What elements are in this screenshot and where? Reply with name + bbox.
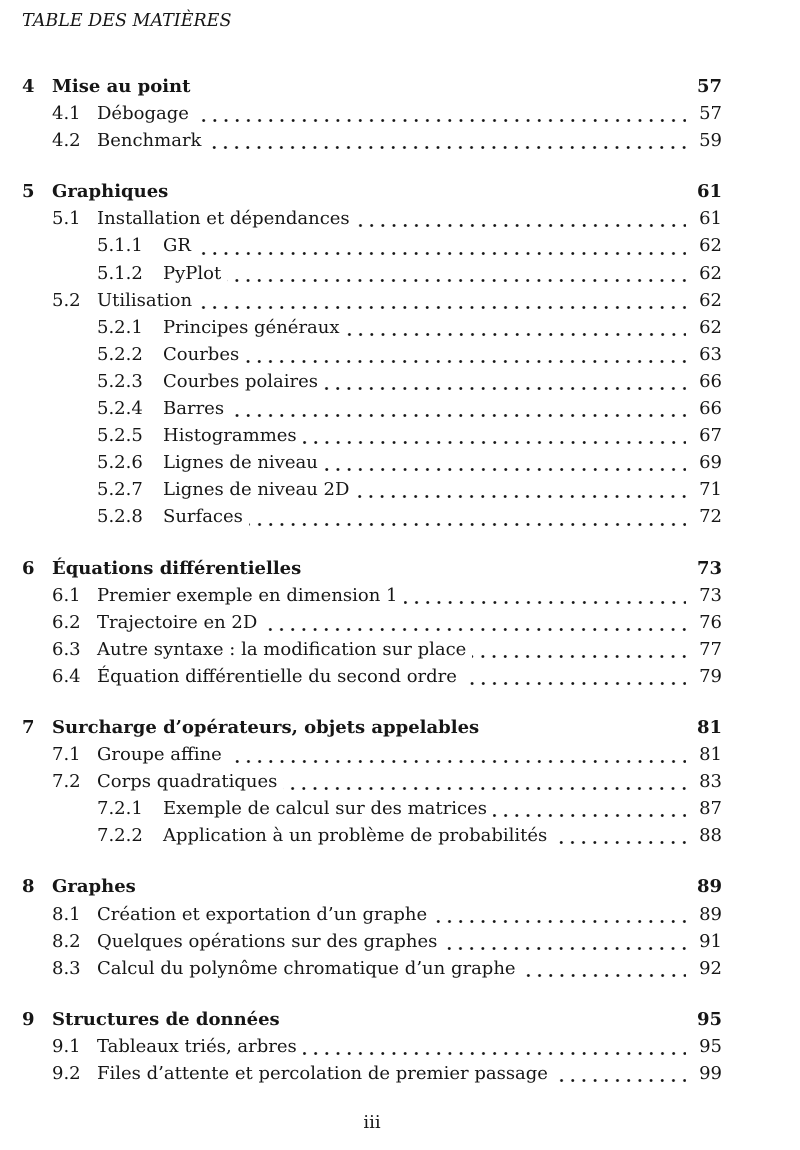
dot-leader xyxy=(198,287,686,314)
subsection-page-number: 69 xyxy=(699,452,722,474)
subsection-number: 5.2.1 xyxy=(97,316,143,338)
toc-chapter-block xyxy=(22,178,722,530)
section-title: Calcul du polynôme chromatique d’un graphe xyxy=(97,957,516,979)
section-number: 6.4 xyxy=(52,665,81,687)
section-number: 7.1 xyxy=(52,744,81,766)
dot-leader xyxy=(195,100,686,127)
toc-section-row xyxy=(22,663,722,690)
dot-leader xyxy=(303,422,686,449)
subsection-page-number: 67 xyxy=(699,425,722,447)
toc-subsection-row xyxy=(22,795,722,822)
section-title: Groupe affine xyxy=(97,744,222,766)
subsection-page-number: 71 xyxy=(699,479,722,501)
dot-leader xyxy=(463,663,686,690)
toc-chapter-row xyxy=(22,73,722,100)
dot-leader xyxy=(553,822,686,849)
toc-subsection-row xyxy=(22,422,722,449)
dot-leader xyxy=(346,314,686,341)
section-title: Tableaux triés, arbres xyxy=(97,1035,297,1057)
subsection-number: 5.1.2 xyxy=(97,262,143,284)
dot-leader xyxy=(443,928,686,955)
dot-leader xyxy=(472,636,686,663)
section-page-number: 57 xyxy=(699,103,722,125)
chapter-title: Mise au point xyxy=(52,76,191,97)
toc-section-row xyxy=(22,205,722,232)
subsection-number: 5.2.5 xyxy=(97,425,143,447)
chapter-page-number: 81 xyxy=(696,716,722,738)
chapter-number: 8 xyxy=(22,876,35,898)
section-page-number: 61 xyxy=(699,208,722,230)
toc-section-row xyxy=(22,901,722,928)
dot-leader xyxy=(356,205,686,232)
subsection-title: GR xyxy=(163,235,191,257)
subsection-page-number: 62 xyxy=(699,235,722,257)
subsection-title: Histogrammes xyxy=(163,425,297,447)
toc-subsection-row xyxy=(22,822,722,849)
toc-chapter-row xyxy=(22,1006,722,1033)
chapter-page-number: 61 xyxy=(696,181,722,203)
toc-section-row xyxy=(22,287,722,314)
chapter-title: Structures de données xyxy=(52,1008,280,1030)
subsection-number: 5.2.3 xyxy=(97,370,143,392)
toc-chapter-block xyxy=(22,714,722,849)
toc-subsection-row xyxy=(22,395,722,422)
toc-subsection-row xyxy=(22,368,722,395)
section-title: Quelques opérations sur des graphes xyxy=(97,930,438,952)
subsection-title: Lignes de niveau xyxy=(163,452,318,474)
dot-leader xyxy=(207,127,686,154)
section-number: 6.2 xyxy=(52,611,81,633)
subsection-title: PyPlot xyxy=(163,262,222,284)
chapter-title: Graphiques xyxy=(52,181,169,203)
chapter-title: Graphes xyxy=(52,876,136,898)
toc-chapter-row xyxy=(22,714,722,741)
subsection-title: Principes généraux xyxy=(163,316,340,338)
toc-subsection-row xyxy=(22,503,722,530)
section-number: 4.2 xyxy=(52,130,81,152)
toc-section-row xyxy=(22,582,722,609)
toc-subsection-row xyxy=(22,476,722,503)
section-page-number: 92 xyxy=(699,957,722,979)
subsection-title: Application à un problème de probabilités xyxy=(163,825,548,847)
dot-leader xyxy=(263,609,686,636)
dot-leader xyxy=(433,901,686,928)
toc-chapter-block xyxy=(22,73,722,154)
subsection-page-number: 66 xyxy=(699,370,722,392)
toc-chapter-block xyxy=(22,1006,722,1087)
section-page-number: 99 xyxy=(699,1063,722,1084)
toc-chapter-row xyxy=(22,555,722,582)
toc-section-row xyxy=(22,100,722,127)
chapter-page-number: 73 xyxy=(696,557,722,579)
subsection-number: 5.2.7 xyxy=(97,479,143,501)
section-page-number: 76 xyxy=(699,611,722,633)
subsection-number: 5.2.6 xyxy=(97,452,143,474)
subsection-title: Courbes xyxy=(163,343,240,365)
subsection-title: Barres xyxy=(163,398,225,420)
chapter-number: 7 xyxy=(22,716,35,738)
section-title: Benchmark xyxy=(97,130,202,152)
section-page-number: 73 xyxy=(699,584,722,606)
section-number: 6.3 xyxy=(52,638,81,660)
toc-section-row xyxy=(22,636,722,663)
dot-leader xyxy=(404,582,686,609)
subsection-number: 5.2.2 xyxy=(97,343,143,365)
dot-leader xyxy=(355,476,686,503)
section-page-number: 81 xyxy=(699,744,722,766)
dot-leader xyxy=(324,449,686,476)
toc-subsection-row xyxy=(22,449,722,476)
dot-leader xyxy=(197,232,686,259)
subsection-title: Exemple de calcul sur des matrices xyxy=(163,798,487,820)
toc-section-row xyxy=(22,1060,722,1087)
section-number: 5.2 xyxy=(52,289,81,311)
section-title: Équation différentielle du second ordre xyxy=(97,665,457,687)
chapter-number: 9 xyxy=(22,1008,35,1030)
section-number: 5.1 xyxy=(52,208,81,230)
subsection-number: 5.2.8 xyxy=(97,506,143,528)
section-page-number: 91 xyxy=(699,930,722,952)
page-number-footer: iii xyxy=(363,1112,381,1133)
section-page-number: 89 xyxy=(699,903,722,925)
toc-section-row xyxy=(22,1033,722,1060)
subsection-page-number: 63 xyxy=(699,343,722,365)
section-number: 8.2 xyxy=(52,930,81,952)
toc-section-row xyxy=(22,928,722,955)
toc xyxy=(22,73,722,1111)
dot-leader xyxy=(283,768,686,795)
section-title: Files d’attente et percolation de premier passage xyxy=(97,1063,548,1084)
toc-section-row xyxy=(22,768,722,795)
toc-section-row xyxy=(22,609,722,636)
dot-leader xyxy=(228,741,686,768)
subsection-number: 5.1.1 xyxy=(97,235,143,257)
toc-chapter-block xyxy=(22,555,722,690)
toc-subsection-row xyxy=(22,341,722,368)
section-title: Création et exportation d’un graphe xyxy=(97,903,428,925)
section-page-number: 59 xyxy=(699,130,722,152)
subsection-number: 7.2.2 xyxy=(97,825,143,847)
toc-chapter-row xyxy=(22,873,722,900)
dot-leader xyxy=(522,955,686,982)
subsection-page-number: 87 xyxy=(699,798,722,820)
section-number: 8.1 xyxy=(52,903,81,925)
subsection-number: 7.2.1 xyxy=(97,798,143,820)
chapter-title: Équations différentielles xyxy=(52,557,302,579)
section-title: Corps quadratiques xyxy=(97,771,278,793)
toc-subsection-row xyxy=(22,232,722,259)
dot-leader xyxy=(227,260,686,287)
chapter-number: 6 xyxy=(22,557,35,579)
chapter-page-number: 89 xyxy=(696,876,722,898)
subsection-number: 5.2.4 xyxy=(97,398,143,420)
section-page-number: 95 xyxy=(699,1035,722,1057)
subsection-page-number: 62 xyxy=(699,262,722,284)
subsection-title: Courbes polaires xyxy=(163,370,319,392)
section-number: 9.1 xyxy=(52,1035,81,1057)
running-header: TABLE DES MATIÈRES xyxy=(22,11,232,31)
section-page-number: 83 xyxy=(699,771,722,793)
subsection-page-number: 62 xyxy=(699,316,722,338)
dot-leader xyxy=(324,368,686,395)
toc-section-row xyxy=(22,127,722,154)
subsection-page-number: 66 xyxy=(699,398,722,420)
toc-section-row xyxy=(22,741,722,768)
section-page-number: 79 xyxy=(699,665,722,687)
chapter-page-number: 95 xyxy=(696,1008,722,1030)
section-number: 4.1 xyxy=(52,103,81,125)
toc-subsection-row xyxy=(22,314,722,341)
section-number: 6.1 xyxy=(52,584,81,606)
chapter-number: 4 xyxy=(22,76,35,97)
toc-chapter-row xyxy=(22,178,722,205)
dot-leader xyxy=(230,395,686,422)
dot-leader xyxy=(303,1033,686,1060)
section-title: Débogage xyxy=(97,103,189,125)
dot-leader xyxy=(245,341,686,368)
section-page-number: 62 xyxy=(699,289,722,311)
section-title: Utilisation xyxy=(97,289,193,311)
section-number: 7.2 xyxy=(52,771,81,793)
section-number: 9.2 xyxy=(52,1063,81,1084)
section-title: Installation et dépendances xyxy=(97,208,350,230)
section-page-number: 77 xyxy=(699,638,722,660)
toc-chapter-block xyxy=(22,873,722,981)
section-number: 8.3 xyxy=(52,957,81,979)
subsection-title: Lignes de niveau 2D xyxy=(163,479,350,501)
dot-leader xyxy=(249,503,686,530)
dot-leader xyxy=(493,795,686,822)
subsection-page-number: 72 xyxy=(699,506,722,528)
toc-section-row xyxy=(22,955,722,982)
section-title: Premier exemple en dimension 1 xyxy=(97,584,398,606)
toc-subsection-row xyxy=(22,260,722,287)
section-title: Trajectoire en 2D xyxy=(97,611,258,633)
chapter-page-number: 57 xyxy=(696,76,722,97)
chapter-number: 5 xyxy=(22,181,35,203)
section-title: Autre syntaxe : la modification sur place xyxy=(97,638,467,660)
subsection-title: Surfaces xyxy=(163,506,243,528)
subsection-page-number: 88 xyxy=(699,825,722,847)
chapter-title: Surcharge d’opérateurs, objets appelables xyxy=(52,716,480,738)
dot-leader xyxy=(554,1060,686,1087)
